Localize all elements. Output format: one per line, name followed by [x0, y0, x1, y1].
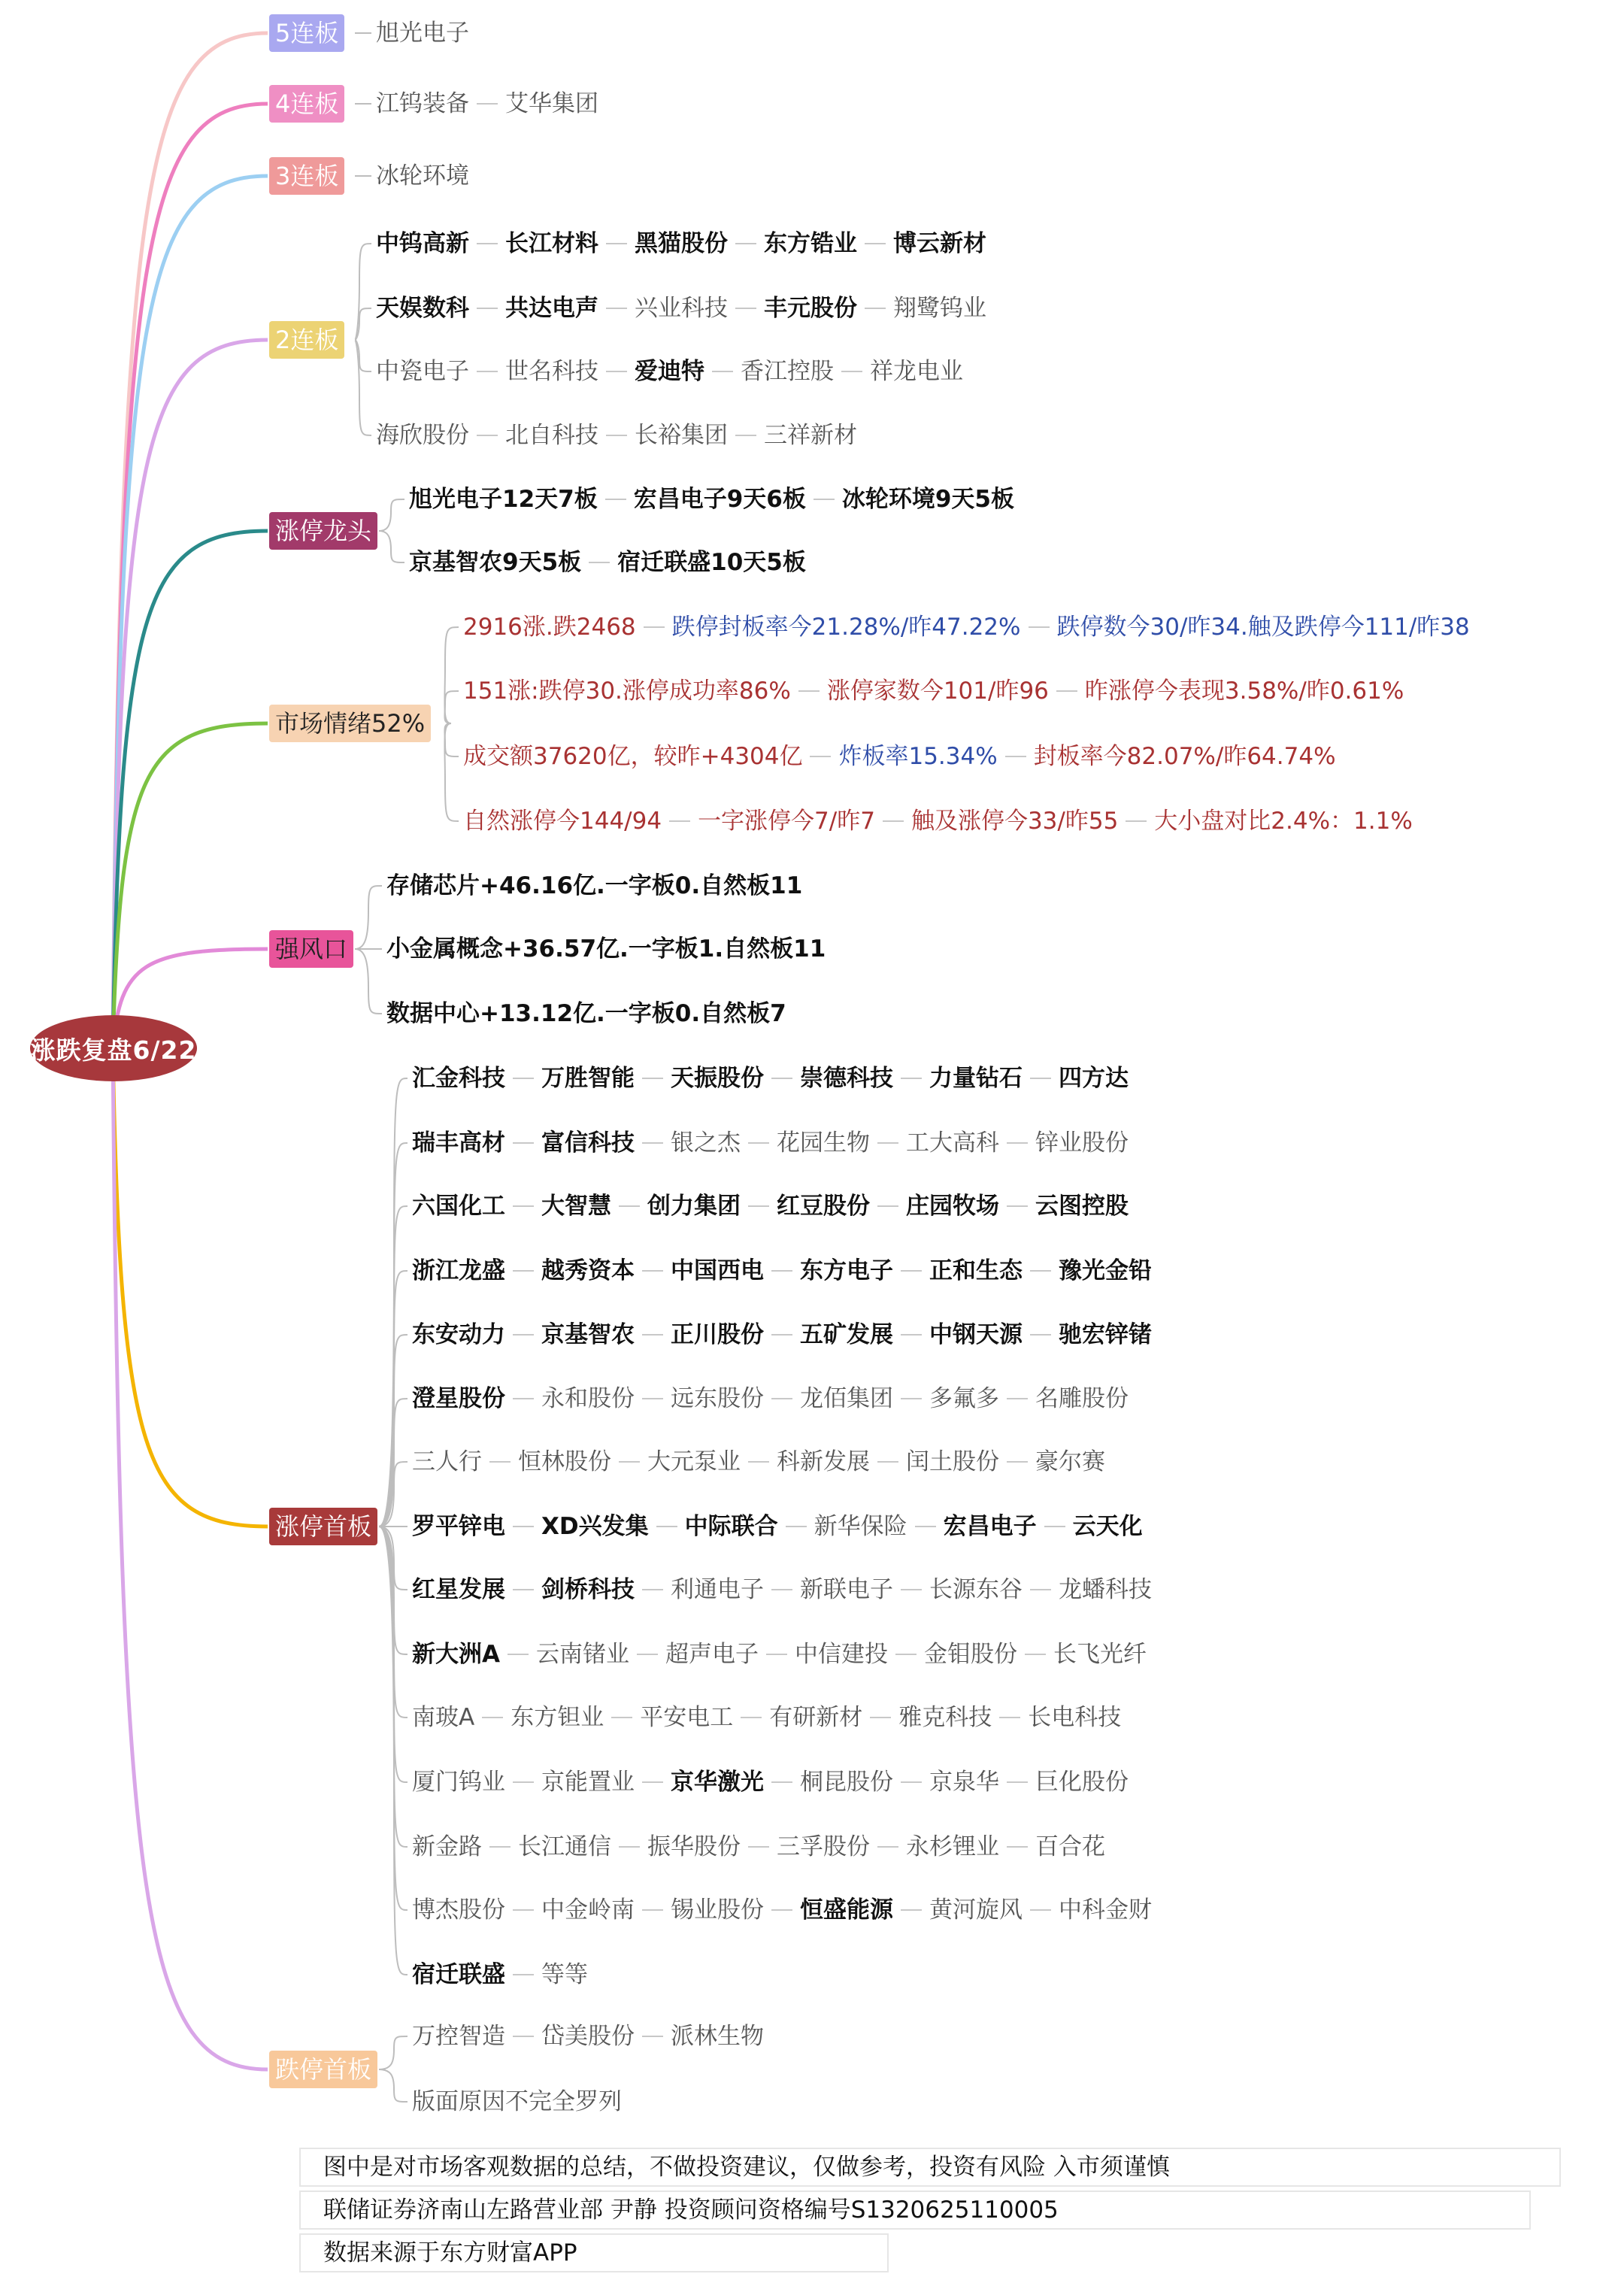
node-first-0-4[interactable]: 力量钻石: [929, 1065, 1023, 1092]
row-separator: [901, 1270, 922, 1272]
node-lb2-0-0[interactable]: 中钨高新: [376, 230, 469, 257]
row-separator: [870, 1717, 891, 1718]
row-separator: [771, 1270, 792, 1272]
row-leader-1: [409, 547, 806, 578]
row-separator: [644, 626, 665, 628]
row-link-lb2-0: [355, 244, 371, 340]
node-first-10-4[interactable]: 雅克科技: [898, 1704, 992, 1731]
row-separator: [748, 1461, 769, 1463]
node-first-7-1[interactable]: XD兴发集: [541, 1513, 649, 1540]
node-first-9-1[interactable]: 云南锗业: [536, 1641, 629, 1668]
row-first-7: [412, 1511, 1143, 1542]
row-separator: [489, 1461, 511, 1463]
row-separator: [865, 243, 886, 244]
category-lb4[interactable]: 4连板: [269, 85, 344, 123]
row-separator: [619, 1846, 640, 1848]
row-separator: [642, 1398, 663, 1399]
node-first-14-0[interactable]: 宿迁联盛: [412, 1961, 505, 1988]
node-first-7-4[interactable]: 宏昌电子: [943, 1513, 1037, 1540]
node-mood-1-0[interactable]: 151涨:跌停30.涨停成功率86%: [463, 678, 791, 705]
row-link-vent-2: [355, 949, 382, 1014]
row-separator: [901, 1334, 922, 1336]
row-separator: [619, 1205, 640, 1207]
node-first-1-2[interactable]: 银之杰: [671, 1129, 741, 1157]
node-mood-1-2[interactable]: 昨涨停今表现3.58%/昨0.61%: [1084, 678, 1404, 705]
row-mood-1: [463, 676, 1404, 706]
row-separator: [771, 1334, 792, 1336]
row-vent-1: [386, 934, 826, 964]
node-first-4-0[interactable]: 东安动力: [412, 1321, 505, 1348]
row-separator: [883, 820, 904, 822]
node-down-0-1[interactable]: 岱美股份: [541, 2023, 635, 2050]
row-first-13: [412, 1895, 1152, 1925]
node-mood-2-0[interactable]: 成交额37620亿，较昨+4304亿: [463, 743, 803, 770]
node-lb2-2-3[interactable]: 香江控股: [741, 358, 834, 385]
row-first-12: [412, 1832, 1105, 1862]
row-mood-3: [463, 806, 1413, 836]
category-lb2[interactable]: 2连板: [269, 321, 344, 359]
row-separator: [513, 1205, 534, 1207]
node-first-0-0[interactable]: 汇金科技: [412, 1065, 505, 1092]
row-separator: [901, 1909, 922, 1911]
row-first-9: [412, 1639, 1147, 1669]
node-first-8-3[interactable]: 新联电子: [800, 1576, 893, 1603]
row-separator: [642, 1589, 663, 1590]
node-lb2-0-3[interactable]: 东方锆业: [764, 230, 857, 257]
node-first-12-5[interactable]: 百合花: [1035, 1833, 1105, 1860]
node-first-10-3[interactable]: 有研新材: [769, 1704, 863, 1731]
node-lb2-3-2[interactable]: 长裕集团: [635, 422, 728, 449]
node-mood-2-2[interactable]: 封板率今82.07%/昨64.74%: [1033, 743, 1336, 770]
row-separator: [477, 371, 498, 372]
node-lb2-1-3[interactable]: 丰元股份: [764, 295, 857, 322]
node-first-2-5[interactable]: 云图控股: [1035, 1193, 1129, 1220]
row-separator: [513, 1398, 534, 1399]
row-separator: [611, 1717, 632, 1718]
row-lb4-0: [376, 89, 598, 119]
row-separator: [712, 371, 733, 372]
row-first-4: [412, 1320, 1152, 1350]
row-mood-0: [463, 612, 1470, 642]
node-first-14-1[interactable]: 等等: [541, 1961, 588, 1988]
row-link-lb2-3: [355, 340, 371, 435]
row-first-8: [412, 1575, 1152, 1605]
node-first-13-5[interactable]: 中科金财: [1059, 1896, 1152, 1924]
row-lb3-0: [376, 161, 469, 191]
node-first-13-4[interactable]: 黄河旋风: [929, 1896, 1023, 1924]
row-separator: [477, 243, 498, 244]
node-first-8-2[interactable]: 利通电子: [671, 1576, 764, 1603]
row-separator: [741, 1717, 762, 1718]
node-first-0-2[interactable]: 天振股份: [671, 1065, 764, 1092]
row-first-0: [412, 1063, 1129, 1093]
row-separator: [1056, 690, 1077, 692]
node-mood-1-1[interactable]: 涨停家数今101/昨96: [826, 678, 1049, 705]
node-lb2-2-2[interactable]: 爱迪特: [635, 358, 704, 385]
node-mood-2-1[interactable]: 炸板率15.34%: [838, 743, 998, 770]
row-separator: [605, 499, 626, 500]
row-separator: [589, 562, 610, 563]
root-node[interactable]: 涨跌复盘6/22: [30, 1015, 197, 1081]
row-separator: [1030, 1589, 1051, 1590]
node-first-8-4[interactable]: 长源东谷: [929, 1576, 1023, 1603]
node-first-6-5[interactable]: 豪尔赛: [1035, 1448, 1105, 1475]
node-first-12-3[interactable]: 三孚股份: [777, 1833, 870, 1860]
node-first-11-2[interactable]: 京华激光: [671, 1769, 764, 1796]
node-first-7-5[interactable]: 云天化: [1072, 1513, 1143, 1540]
row-leader-0: [409, 484, 1014, 514]
node-first-13-0[interactable]: 博杰股份: [412, 1896, 505, 1924]
advisor-note: 联储证券济南山左路营业部 尹静 投资顾问资格编号S1320625110005: [299, 2190, 1531, 2230]
row-separator: [477, 435, 498, 436]
row-vent-2: [386, 999, 786, 1029]
row-first-2: [412, 1191, 1129, 1221]
row-first-3: [412, 1256, 1152, 1286]
row-separator: [606, 435, 627, 436]
node-lb5-0-0[interactable]: 旭光电子: [376, 20, 469, 47]
row-separator: [513, 1270, 534, 1272]
row-separator: [642, 1142, 663, 1144]
row-separator: [748, 1846, 769, 1848]
row-separator: [786, 1526, 807, 1527]
row-separator: [901, 1781, 922, 1783]
node-first-9-2[interactable]: 超声电子: [665, 1641, 759, 1668]
row-first-5: [412, 1384, 1129, 1414]
node-vent-2-0[interactable]: 数据中心+13.12亿.一字板0.自然板7: [386, 1000, 786, 1027]
row-separator: [771, 1781, 792, 1783]
node-lb2-1-1[interactable]: 共达电声: [505, 295, 598, 322]
node-leader-1-1[interactable]: 宿迁联盛10天5板: [617, 549, 806, 576]
row-separator: [656, 1526, 677, 1527]
node-first-11-5[interactable]: 巨化股份: [1035, 1769, 1129, 1796]
node-first-4-3[interactable]: 五矿发展: [800, 1321, 893, 1348]
node-first-7-3[interactable]: 新华保险: [814, 1513, 907, 1540]
node-first-2-4[interactable]: 庄园牧场: [906, 1193, 999, 1220]
row-separator: [642, 2036, 663, 2037]
row-separator: [1030, 1078, 1051, 1079]
node-first-1-5[interactable]: 锌业股份: [1035, 1129, 1129, 1157]
row-separator: [771, 1589, 792, 1590]
row-separator: [1007, 1461, 1028, 1463]
row-separator: [642, 1781, 663, 1783]
node-first-5-4[interactable]: 多氟多: [929, 1385, 999, 1412]
node-down-0-0[interactable]: 万控智造: [412, 2023, 505, 2050]
node-first-2-1[interactable]: 大智慧: [541, 1193, 611, 1220]
node-first-10-2[interactable]: 平安电工: [640, 1704, 734, 1731]
row-separator: [1044, 1526, 1065, 1527]
row-separator: [489, 1846, 511, 1848]
node-first-4-4[interactable]: 中钢天源: [929, 1321, 1023, 1348]
row-mood-2: [463, 741, 1336, 772]
node-lb4-0-0[interactable]: 江钨装备: [376, 90, 469, 117]
row-separator: [798, 690, 820, 692]
branch-link-lb4: [113, 104, 268, 1048]
row-separator: [1030, 1270, 1051, 1272]
node-first-8-5[interactable]: 龙蟠科技: [1059, 1576, 1152, 1603]
node-lb2-3-3[interactable]: 三祥新材: [764, 422, 857, 449]
node-lb2-3-1[interactable]: 北自科技: [505, 422, 598, 449]
row-lb5-0: [376, 18, 469, 48]
row-link-mood-0: [444, 627, 459, 723]
node-leader-1-0[interactable]: 京基智农9天5板: [409, 549, 582, 576]
row-separator: [642, 1334, 663, 1336]
row-separator: [642, 1270, 663, 1272]
node-first-11-0[interactable]: 厦门钨业: [412, 1769, 505, 1796]
category-leader[interactable]: 涨停龙头: [269, 512, 377, 550]
row-down-0: [412, 2021, 764, 2051]
row-separator: [606, 371, 627, 372]
node-lb2-2-1[interactable]: 世名科技: [505, 358, 598, 385]
row-separator: [810, 756, 831, 757]
node-first-10-5[interactable]: 长电科技: [1028, 1704, 1122, 1731]
row-separator: [1007, 1398, 1028, 1399]
node-mood-0-1[interactable]: 跌停封板率今21.28%/昨47.22%: [671, 614, 1021, 641]
row-separator: [637, 1654, 658, 1655]
node-mood-3-3[interactable]: 大小盘对比2.4%：1.1%: [1154, 808, 1413, 835]
row-lb2-3: [376, 420, 857, 450]
node-first-2-2[interactable]: 创力集团: [647, 1193, 741, 1220]
row-vent-0: [386, 871, 802, 901]
node-mood-3-1[interactable]: 一字涨停今7/昨7: [698, 808, 875, 835]
node-mood-3-0[interactable]: 自然涨停今144/94: [463, 808, 662, 835]
row-separator: [877, 1142, 898, 1144]
row-separator: [513, 1334, 534, 1336]
row-separator: [814, 499, 835, 500]
row-separator: [865, 308, 886, 309]
row-separator: [901, 1589, 922, 1590]
node-first-2-0[interactable]: 六国化工: [412, 1193, 505, 1220]
row-separator: [877, 1846, 898, 1848]
node-down-1-0[interactable]: 版面原因不完全罗列: [412, 2088, 622, 2115]
row-separator: [482, 1717, 503, 1718]
row-link-down-1: [379, 2069, 408, 2102]
row-link-vent-0: [355, 886, 382, 949]
node-first-1-0[interactable]: 瑞丰高材: [412, 1129, 505, 1157]
node-lb2-0-4[interactable]: 博云新材: [893, 230, 986, 257]
node-first-8-0[interactable]: 红星发展: [412, 1576, 505, 1603]
node-leader-0-1[interactable]: 宏昌电子9天6板: [633, 486, 806, 513]
row-separator: [1025, 1654, 1046, 1655]
node-leader-0-2[interactable]: 冰轮环境9天5板: [841, 486, 1014, 513]
node-first-12-0[interactable]: 新金路: [412, 1833, 482, 1860]
node-first-12-2[interactable]: 振华股份: [647, 1833, 741, 1860]
node-down-0-2[interactable]: 派林生物: [671, 2023, 764, 2050]
row-separator: [669, 820, 690, 822]
row-separator: [513, 1909, 534, 1911]
category-lb5[interactable]: 5连板: [269, 14, 344, 52]
category-mood[interactable]: 市场情绪52%: [269, 705, 431, 742]
row-separator: [513, 2036, 534, 2037]
row-lb2-1: [376, 293, 986, 323]
row-separator: [1030, 1334, 1051, 1336]
row-separator: [1126, 820, 1147, 822]
node-lb2-3-0[interactable]: 海欣股份: [376, 422, 469, 449]
row-separator: [735, 243, 756, 244]
node-first-3-5[interactable]: 豫光金铅: [1059, 1257, 1152, 1284]
row-separator: [841, 371, 862, 372]
node-first-5-0[interactable]: 澄星股份: [412, 1385, 505, 1412]
row-separator: [748, 1205, 769, 1207]
node-first-13-3[interactable]: 恒盛能源: [800, 1896, 893, 1924]
row-link-mood-3: [444, 723, 459, 821]
branch-link-down: [113, 1048, 268, 2069]
node-lb2-2-0[interactable]: 中瓷电子: [376, 358, 469, 385]
node-first-3-1[interactable]: 越秀资本: [541, 1257, 635, 1284]
row-separator: [642, 1078, 663, 1079]
node-first-11-1[interactable]: 京能置业: [541, 1769, 635, 1796]
node-leader-0-0[interactable]: 旭光电子12天7板: [409, 486, 598, 513]
row-separator: [477, 308, 498, 309]
row-separator: [901, 1398, 922, 1399]
node-first-11-4[interactable]: 京泉华: [929, 1769, 999, 1796]
row-separator: [642, 1909, 663, 1911]
row-separator: [1007, 1846, 1028, 1848]
node-first-5-2[interactable]: 远东股份: [671, 1385, 764, 1412]
node-lb2-0-2[interactable]: 黑猫股份: [635, 230, 728, 257]
row-separator: [1007, 1205, 1028, 1207]
row-link-down-0: [379, 2036, 408, 2069]
row-separator: [513, 1526, 534, 1527]
node-first-9-5[interactable]: 长飞光纤: [1053, 1641, 1147, 1668]
row-separator: [619, 1461, 640, 1463]
row-link-leader-1: [379, 531, 404, 562]
node-lb2-2-4[interactable]: 祥龙电业: [870, 358, 963, 385]
node-first-4-5[interactable]: 驰宏锌锗: [1059, 1321, 1152, 1348]
node-first-9-3[interactable]: 中信建投: [795, 1641, 888, 1668]
node-first-0-1[interactable]: 万胜智能: [541, 1065, 635, 1092]
row-separator: [606, 308, 627, 309]
row-first-14: [412, 1960, 588, 1990]
row-separator: [1029, 626, 1050, 628]
node-first-7-2[interactable]: 中际联合: [684, 1513, 778, 1540]
row-lb2-0: [376, 229, 986, 259]
node-lb2-1-0[interactable]: 天娱数科: [376, 295, 469, 322]
row-separator: [999, 1717, 1020, 1718]
node-first-6-3[interactable]: 科新发展: [777, 1448, 870, 1475]
row-separator: [748, 1142, 769, 1144]
node-first-7-0[interactable]: 罗平锌电: [412, 1513, 505, 1540]
node-vent-0-0[interactable]: 存储芯片+46.16亿.一字板0.自然板11: [386, 872, 803, 899]
row-separator: [901, 1078, 922, 1079]
category-lb3[interactable]: 3连板: [269, 157, 344, 195]
row-separator: [513, 1589, 534, 1590]
node-first-8-1[interactable]: 剑桥科技: [541, 1576, 635, 1603]
node-first-10-0[interactable]: 南玻A: [412, 1704, 475, 1731]
node-first-5-3[interactable]: 龙佰集团: [800, 1385, 893, 1412]
node-first-3-4[interactable]: 正和生态: [929, 1257, 1023, 1284]
node-first-13-1[interactable]: 中金岭南: [541, 1896, 635, 1924]
node-first-6-4[interactable]: 闰土股份: [906, 1448, 999, 1475]
row-link-leader-0: [379, 499, 404, 531]
row-separator: [1007, 1142, 1028, 1144]
row-separator: [1030, 1909, 1051, 1911]
node-first-3-0[interactable]: 浙江龙盛: [412, 1257, 505, 1284]
row-separator: [735, 308, 756, 309]
node-first-3-3[interactable]: 东方电子: [800, 1257, 893, 1284]
node-first-12-1[interactable]: 长江通信: [518, 1833, 611, 1860]
row-first-1: [412, 1128, 1129, 1158]
source-note: 数据来源于东方财富APP: [299, 2233, 889, 2272]
row-lb2-2: [376, 356, 963, 387]
row-separator: [606, 243, 627, 244]
row-separator: [1005, 756, 1026, 757]
node-first-5-5[interactable]: 名雕股份: [1035, 1385, 1129, 1412]
node-first-4-1[interactable]: 京基智农: [541, 1321, 635, 1348]
category-vent[interactable]: 强风口: [269, 930, 353, 968]
row-separator: [513, 1781, 534, 1783]
row-separator: [877, 1205, 898, 1207]
row-separator: [508, 1654, 529, 1655]
row-separator: [766, 1654, 787, 1655]
row-down-1: [412, 2087, 622, 2117]
category-down[interactable]: 跌停首板: [269, 2051, 377, 2088]
row-first-11: [412, 1767, 1129, 1797]
node-first-9-4[interactable]: 金钼股份: [924, 1641, 1017, 1668]
node-first-10-1[interactable]: 东方钽业: [511, 1704, 604, 1731]
node-first-1-1[interactable]: 富信科技: [541, 1129, 635, 1157]
node-first-6-1[interactable]: 恒林股份: [518, 1448, 611, 1475]
node-first-1-4[interactable]: 工大高科: [906, 1129, 999, 1157]
node-first-13-2[interactable]: 锡业股份: [671, 1896, 764, 1924]
disclaimer-note: 图中是对市场客观数据的总结，不做投资建议，仅做参考，投资有风险 入市须谨慎: [299, 2148, 1561, 2187]
node-first-12-4[interactable]: 永杉锂业: [906, 1833, 999, 1860]
node-lb3-0-0[interactable]: 冰轮环境: [376, 162, 469, 189]
node-mood-3-2[interactable]: 触及涨停今33/昨55: [910, 808, 1119, 835]
node-first-4-2[interactable]: 正川股份: [671, 1321, 764, 1348]
node-mood-0-0[interactable]: 2916涨.跌2468: [463, 614, 636, 641]
row-separator: [1007, 1781, 1028, 1783]
branch-link-lb2: [113, 340, 268, 1048]
category-first[interactable]: 涨停首板: [269, 1508, 377, 1545]
node-vent-1-0[interactable]: 小金属概念+36.57亿.一字板1.自然板11: [386, 935, 826, 963]
row-separator: [895, 1654, 917, 1655]
branch-link-leader: [113, 531, 268, 1048]
node-first-3-2[interactable]: 中国西电: [671, 1257, 764, 1284]
branch-link-mood: [113, 723, 268, 1048]
node-first-6-2[interactable]: 大元泵业: [647, 1448, 741, 1475]
node-lb2-0-1[interactable]: 长江材料: [505, 230, 598, 257]
node-first-11-3[interactable]: 桐昆股份: [800, 1769, 893, 1796]
row-separator: [771, 1078, 792, 1079]
row-separator: [771, 1398, 792, 1399]
row-first-6: [412, 1447, 1105, 1477]
node-first-9-0[interactable]: 新大洲A: [412, 1641, 500, 1668]
row-separator: [771, 1909, 792, 1911]
node-first-0-3[interactable]: 崇德科技: [800, 1065, 893, 1092]
row-separator: [477, 103, 498, 105]
row-separator: [877, 1461, 898, 1463]
node-lb2-1-4[interactable]: 翔鹭钨业: [893, 295, 986, 322]
node-first-6-0[interactable]: 三人行: [412, 1448, 482, 1475]
node-first-1-3[interactable]: 花园生物: [777, 1129, 870, 1157]
node-lb4-0-1[interactable]: 艾华集团: [505, 90, 598, 117]
node-first-0-5[interactable]: 四方达: [1059, 1065, 1129, 1092]
row-separator: [513, 1974, 534, 1975]
row-separator: [915, 1526, 936, 1527]
node-first-5-1[interactable]: 永和股份: [541, 1385, 635, 1412]
node-first-2-3[interactable]: 红豆股份: [777, 1193, 870, 1220]
node-lb2-1-2[interactable]: 兴业科技: [635, 295, 728, 322]
row-separator: [513, 1078, 534, 1079]
row-separator: [735, 435, 756, 436]
node-mood-0-2[interactable]: 跌停数今30/昨34.触及跌停今111/昨38: [1056, 614, 1470, 641]
branch-link-first: [113, 1048, 268, 1527]
row-first-10: [412, 1702, 1121, 1733]
row-separator: [513, 1142, 534, 1144]
